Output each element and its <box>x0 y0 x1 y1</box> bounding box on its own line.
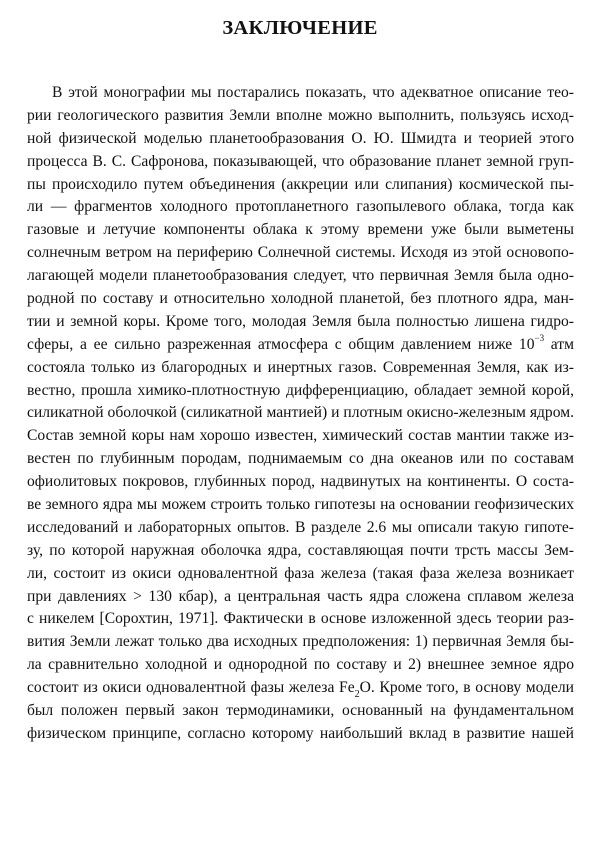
text-line: пы происходило путем объединения (аккреции или слипания) космической пы- <box>27 175 574 193</box>
text-segment: состоит из окиси одновалентной фазы железа Fe <box>27 679 355 697</box>
text-line: ли, состоит из окиси одновалентной фаза железа (такая фаза железа возникает <box>27 564 574 582</box>
text-segment: сферы, а ее сильно разреженная атмосфера с общим давлением ниже 10 <box>27 335 535 353</box>
text-line: ли — фрагментов холодного протопланетного газопылевого облака, тогда как <box>27 198 574 216</box>
page-title: ЗАКЛЮЧЕНИЕ <box>222 17 378 39</box>
text-line: солнечным ветром на периферию Солнечной системы. Исходя из этой основопо- <box>27 244 574 262</box>
text-line: состояла только из благородных и инертных газов. Современная Земля, как из- <box>27 358 574 376</box>
text-line: зу, по которой наружная оболочка ядра, составляющая почти трсть массы Зем- <box>27 541 574 559</box>
text-line: вития Земли лежат только два исходных предположения: 1) первичная Земля бы- <box>27 633 574 651</box>
text-line: вестен по глубинным породам, поднимаемым со дна океанов или по составам <box>27 450 574 468</box>
text-line: рии геологического развития Земли вполне можно выполнить, пользуясь исход- <box>27 106 574 124</box>
exponent: −3 <box>534 332 545 343</box>
text-line: был положен первый закон термодинамики, основанный на фундаментальном <box>27 702 574 720</box>
text-line: ной физической моделью планетообразования О. Ю. Шмидта и теорией этого <box>27 129 574 147</box>
text-line: исследований и лабораторных опытов. В разделе 2.6 мы описали такую гипоте- <box>27 518 574 536</box>
text-line-with-subscript <box>27 677 574 700</box>
text-line: вестно, прошла химико-плотностную дифференциацию, обладает земной корой, <box>27 381 574 399</box>
text-line-with-superscript <box>27 334 574 357</box>
text-line: В этой монографии мы постарались показать, что адекватное описание тео- <box>52 84 574 101</box>
text-segment: O. Кроме того, в основу модели <box>359 679 575 697</box>
text-line: с никелем [Сорохтин, 1971]. Фактически в основе изложенной здесь теории раз- <box>27 610 574 628</box>
text-line: лагающей модели планетообразования следует, что первичная Земля была одно- <box>27 267 574 285</box>
text-line: Состав земной коры нам хорошо известен, химический состав мантии также из- <box>27 427 574 445</box>
text-line: тии и земной коры. Кроме того, молодая Земля была полностью лишена гидро- <box>27 312 574 330</box>
text-line: газовые и летучие компоненты облака к этому времени уже были выметены <box>27 221 574 239</box>
text-line: физическом принципе, согласно которому наибольший вклад в развитие нашей <box>27 724 574 742</box>
body-paragraph <box>27 82 574 746</box>
text-line: ла сравнительно холодной и однородной по составу и 2) внешнее земное ядро <box>27 656 574 674</box>
text-line: процесса В. С. Сафронова, показывающей, что образование планет земной груп- <box>27 152 574 170</box>
text-line: офиолитовых покровов, глубинных пород, надвинутых на континенты. О соста- <box>27 473 574 491</box>
text-line: при давлениях > 130 кбар), а центральная часть ядра сложена сплавом железа <box>27 587 574 605</box>
subscript: 2 <box>354 689 360 701</box>
text-line: ве земного ядра мы можем строить только гипотезы на основании геофизических <box>27 496 574 514</box>
text-line: родной по составу и относительно холодной планетой, без плотного ядра, ман- <box>27 290 574 308</box>
text-segment: атм <box>544 335 574 353</box>
text-line: силикатной оболочкой (силикатной мантией) и плотным окисно-железным ядром. <box>27 404 574 422</box>
